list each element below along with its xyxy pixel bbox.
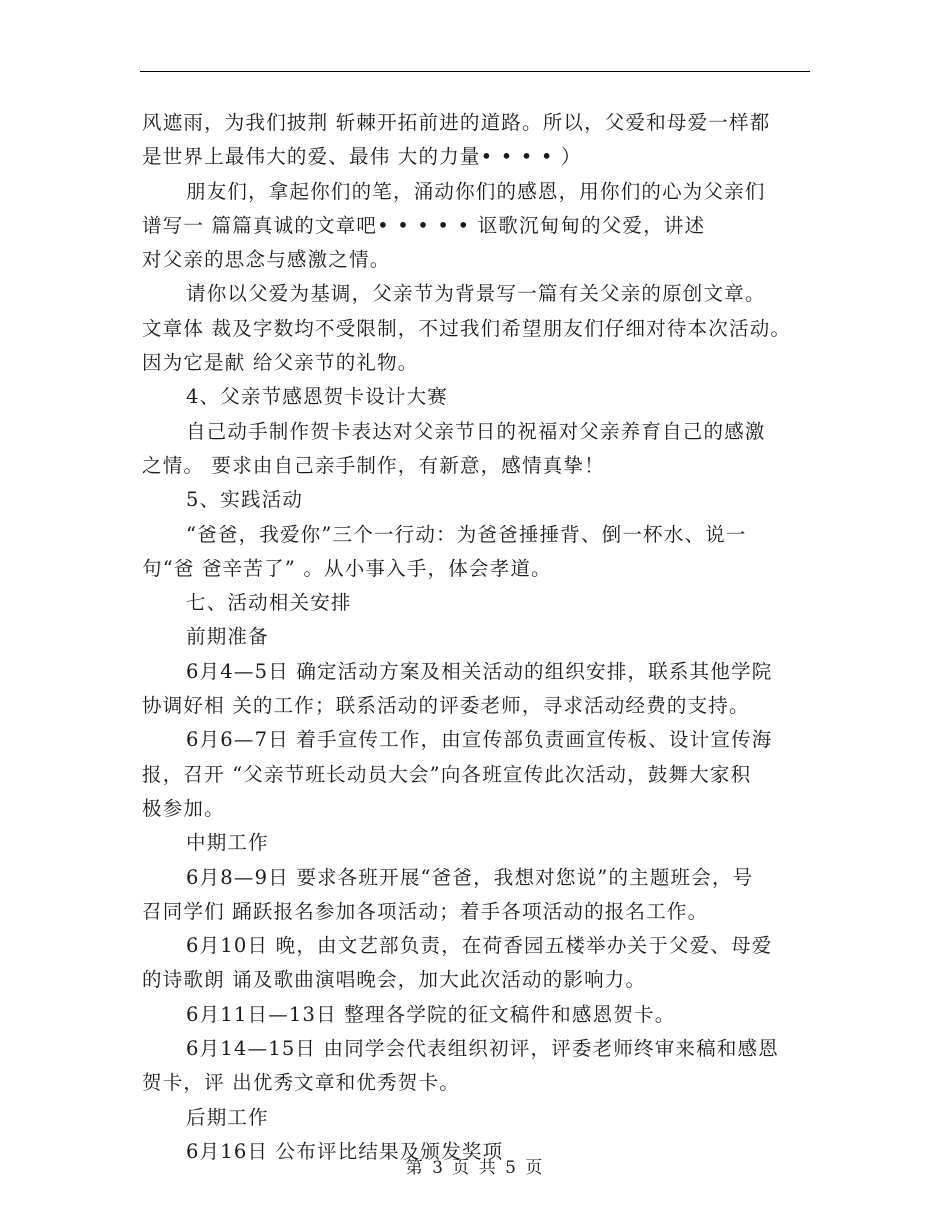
text-line: 4、父亲节感恩贺卡设计大赛 — [186, 385, 449, 409]
text-line: 协调好相 关的工作；联系活动的评委老师，寻求活动经费的支持。 — [142, 694, 750, 718]
text-line: 七、活动相关安排 — [186, 591, 352, 615]
text-line: 召同学们 踊跃报名参加各项活动；着手各项活动的报名工作。 — [142, 899, 709, 923]
text-line: 是世界上最伟大的爱、最伟 大的力量• • • • ） — [142, 145, 582, 169]
text-line: 6月14—15日 由同学会代表组织初评，评委老师终审来稿和感恩 — [186, 1037, 779, 1061]
text-line: 谱写一 篇篇真诚的文章吧• • • • • 讴歌沉甸甸的父爱，讲述 — [142, 213, 706, 237]
text-line: “爸爸，我爱你”三个一行动：为爸爸捶捶背、倒一杯水、说一 — [186, 522, 747, 546]
text-line: 6月16日 公布评比结果及颁发奖项 — [186, 1139, 504, 1163]
text-line: 对父亲的思念与感激之情。 — [142, 248, 391, 272]
text-line: 之情。 要求由自己亲手制作，有新意，感情真挚！ — [142, 453, 605, 477]
text-line: 后期工作 — [186, 1105, 269, 1129]
text-line: 极参加。 — [142, 796, 225, 820]
text-line: 自己动手制作贺卡表达对父亲节日的祝福对父亲养育自己的感激 — [186, 419, 766, 443]
text-line: 5、实践活动 — [186, 488, 304, 512]
text-line: 句“爸 爸辛苦了” 。从小事入手，体会孝道。 — [142, 556, 552, 580]
text-line: 朋友们，拿起你们的笔，涌动你们的感恩，用你们的心为父亲们 — [186, 179, 766, 203]
text-line: 贺卡，评 出优秀文章和优秀贺卡。 — [142, 1071, 460, 1095]
page-number: 第 3 页 共 5 页 — [405, 1158, 545, 1178]
text-line: 风遮雨，为我们披荆 斩棘开拓前进的道路。所以，父爱和母爱一样都 — [142, 111, 771, 134]
text-line: 6月6—7日 着手宣传工作，由宣传部负责画宣传板、设计宣传海 — [186, 728, 773, 752]
text-line: 6月11日—13日 整理各学院的征文稿件和感恩贺卡。 — [186, 1002, 676, 1026]
text-line: 的诗歌朗 诵及歌曲演唱晚会，加大此次活动的影响力。 — [142, 968, 647, 992]
text-line: 报，召开 “父亲节班长动员大会”向各班宣传此次活动，鼓舞大家积 — [142, 762, 752, 786]
text-line: 文章体 裁及字数均不受限制，不过我们希望朋友们仔细对待本次活动。 — [142, 316, 792, 340]
text-line: 因为它是献 给父亲节的礼物。 — [142, 351, 419, 375]
document-body — [142, 106, 822, 1169]
text-line: 请你以父爱为基调，父亲节为背景写一篇有关父亲的原创文章。 — [186, 282, 766, 306]
text-line: 6月8—9日 要求各班开展“爸爸，我想对您说”的主题班会，号 — [186, 865, 754, 889]
header-rule — [140, 71, 810, 72]
text-line: 中期工作 — [186, 831, 269, 855]
text-line: 前期准备 — [186, 625, 269, 649]
text-line: 6月4—5日 确定活动方案及相关活动的组织安排，联系其他学院 — [186, 659, 773, 683]
text-line: 6月10日 晚，由文艺部负责，在荷香园五楼举办关于父爱、母爱 — [186, 934, 773, 958]
